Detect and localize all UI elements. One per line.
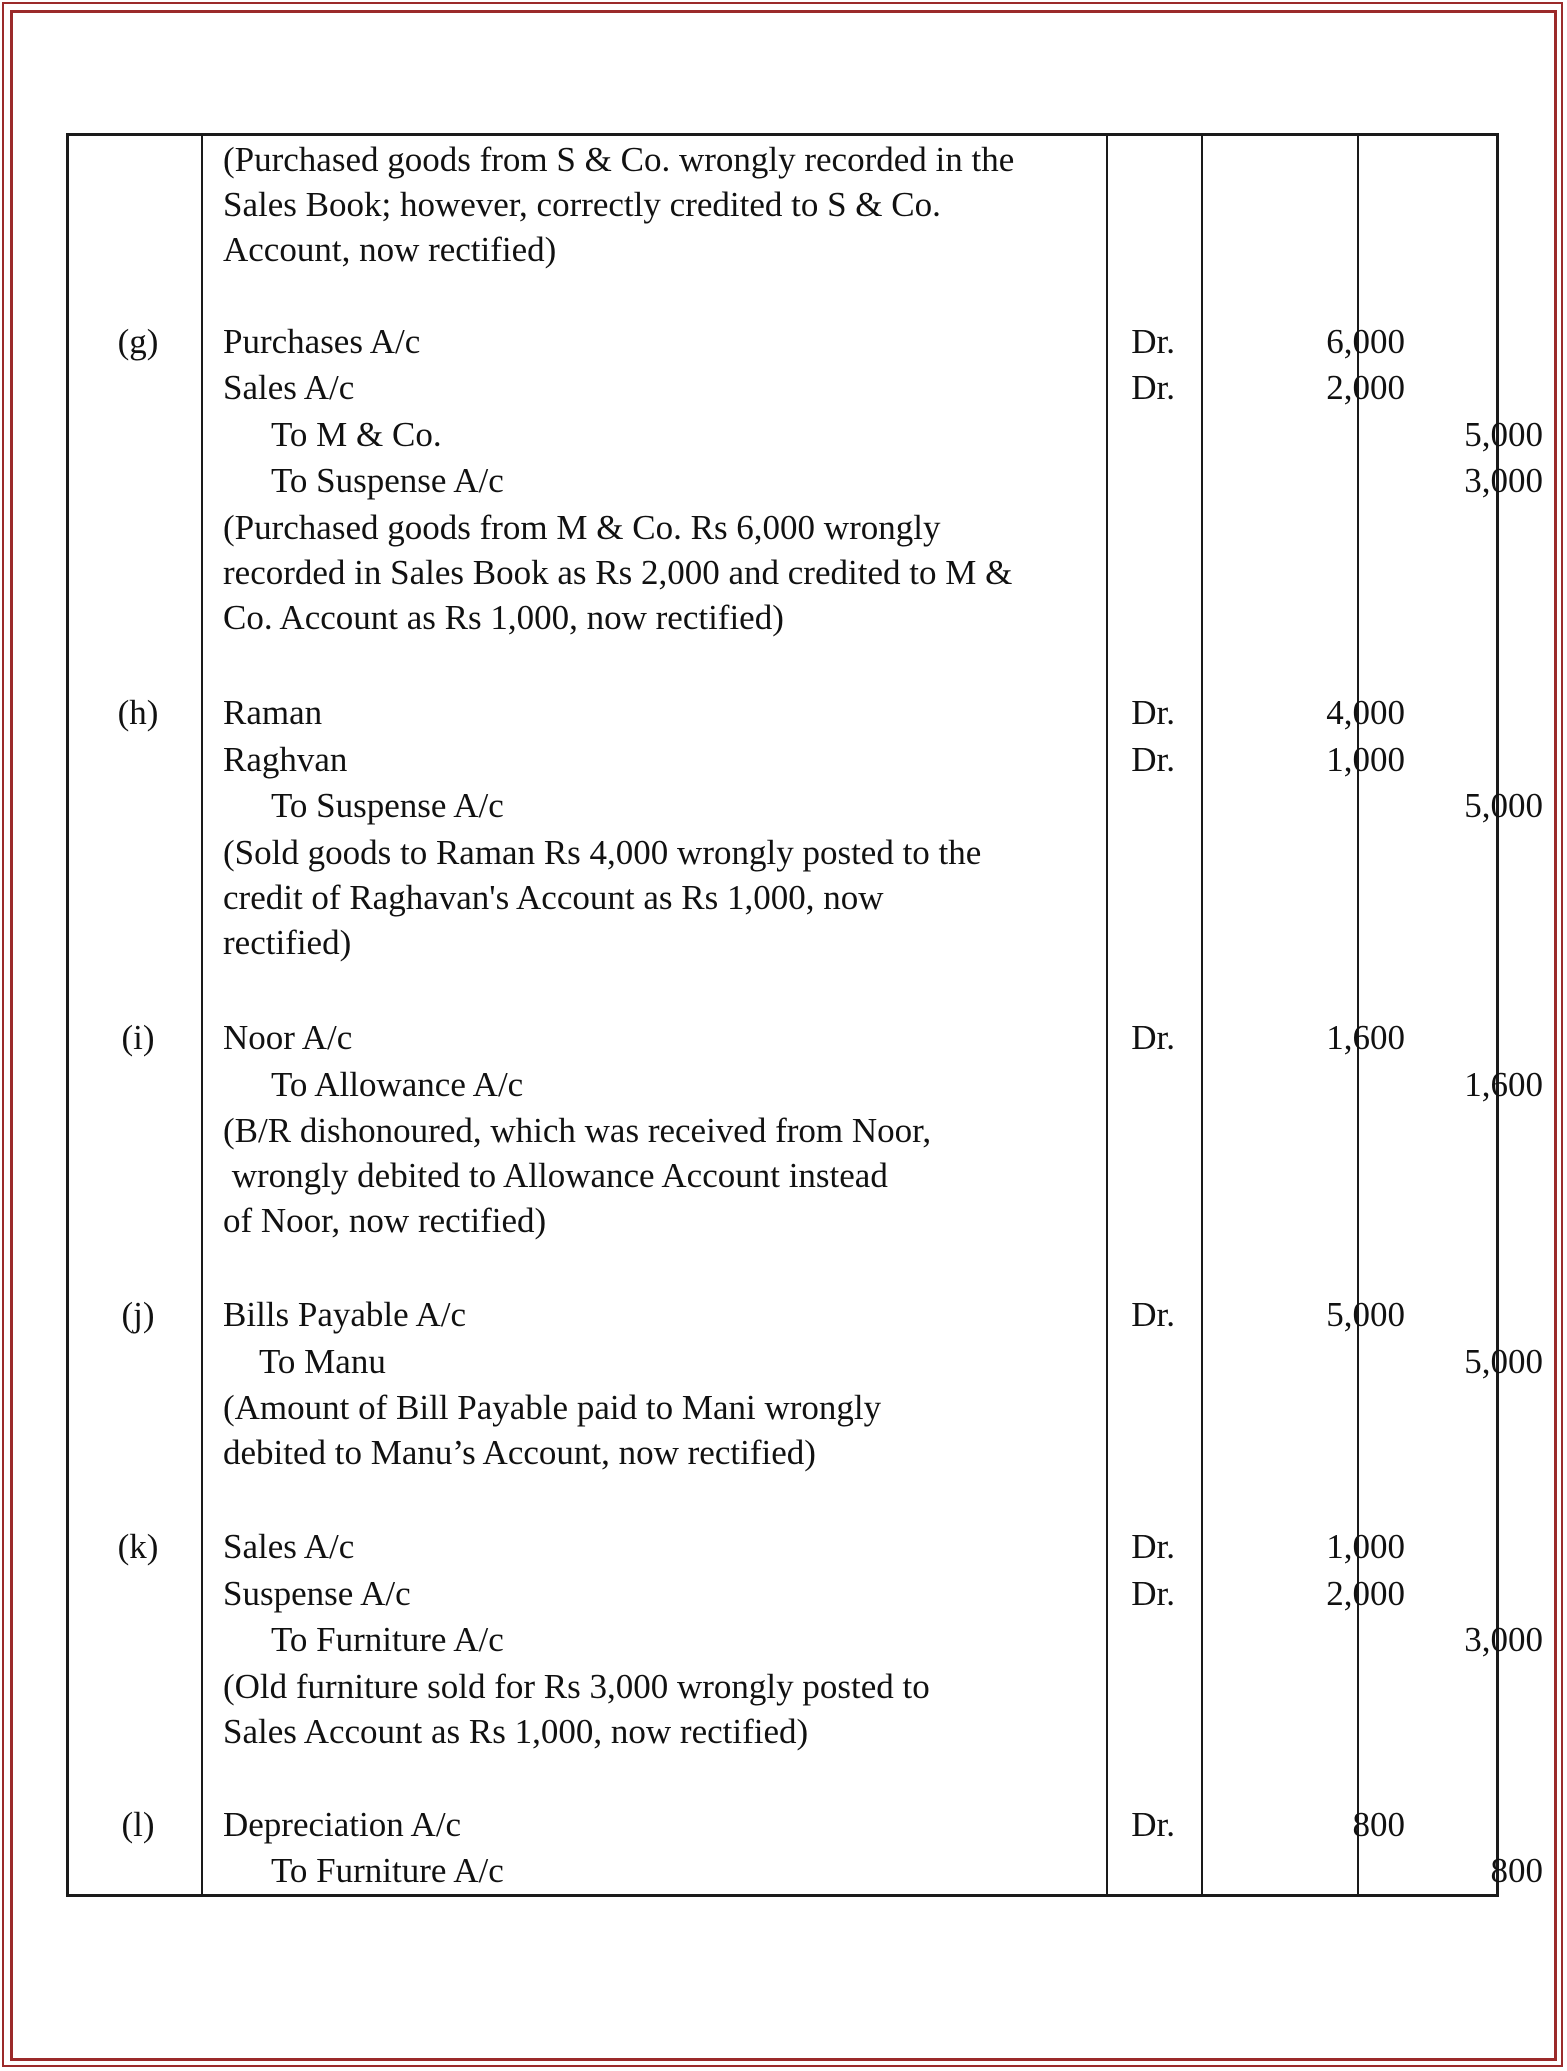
credit-amount: 800: [1490, 1851, 1543, 1890]
debit-amount: 1,000: [1326, 740, 1405, 779]
entry-label-g: (g): [117, 322, 159, 361]
dr-marker: Dr.: [1131, 322, 1175, 361]
credit-account: To Manu: [259, 1342, 386, 1381]
entry-label-h: (h): [117, 693, 159, 732]
credit-amount: 3,000: [1464, 1620, 1543, 1659]
debit-account: Raghvan: [223, 740, 348, 779]
debit-account: Noor A/c: [223, 1018, 353, 1057]
credit-account: To Furniture A/c: [271, 1620, 504, 1659]
credit-account: To Allowance A/c: [271, 1065, 524, 1104]
debit-account: Purchases A/c: [223, 322, 421, 361]
entry-label-k: (k): [117, 1527, 159, 1566]
debit-account: Raman: [223, 693, 323, 732]
debit-account: Suspense A/c: [223, 1574, 411, 1613]
narration-line: (Purchased goods from M & Co. Rs 6,000 wrongly: [223, 508, 941, 547]
debit-amount: 800: [1352, 1805, 1405, 1844]
credit-amount: 5,000: [1464, 786, 1543, 825]
credit-amount: 5,000: [1464, 415, 1543, 454]
narration-line: of Noor, now rectified): [223, 1201, 547, 1240]
debit-amount: 5,000: [1326, 1295, 1405, 1334]
dr-marker: Dr.: [1131, 693, 1175, 732]
narration-line: (Sold goods to Raman Rs 4,000 wrongly posted to the: [223, 833, 982, 872]
narration-line: Co. Account as Rs 1,000, now rectified): [223, 598, 784, 637]
debit-amount: 6,000: [1326, 322, 1405, 361]
credit-amount: 5,000: [1464, 1342, 1543, 1381]
dr-marker: Dr.: [1131, 1805, 1175, 1844]
debit-amount: 1,000: [1326, 1527, 1405, 1566]
credit-account: To Suspense A/c: [271, 786, 504, 825]
narration-line: (B/R dishonoured, which was received from Noor,: [223, 1111, 932, 1150]
credit-account: To Suspense A/c: [271, 461, 504, 500]
column-divider-date: [201, 136, 203, 1894]
narration-line: credit of Raghavan's Account as Rs 1,000, now: [223, 878, 884, 917]
debit-account: Sales A/c: [223, 1527, 355, 1566]
narration-line: (Purchased goods from S & Co. wrongly recorded in the: [223, 140, 1015, 179]
dr-marker: Dr.: [1131, 1527, 1175, 1566]
credit-account: To M & Co.: [271, 415, 442, 454]
narration-line: rectified): [223, 923, 352, 962]
narration-line: recorded in Sales Book as Rs 2,000 and credited to M &: [223, 553, 1013, 592]
narration-line: Account, now rectified): [223, 230, 557, 269]
credit-account: To Furniture A/c: [271, 1851, 504, 1890]
debit-amount: 2,000: [1326, 1574, 1405, 1613]
dr-marker: Dr.: [1131, 740, 1175, 779]
dr-marker: Dr.: [1131, 1018, 1175, 1057]
dr-marker: Dr.: [1131, 368, 1175, 407]
entry-label-i: (i): [121, 1018, 155, 1057]
credit-amount: 1,600: [1464, 1065, 1543, 1104]
debit-amount: 1,600: [1326, 1018, 1405, 1057]
narration-line: debited to Manu’s Account, now rectified): [223, 1433, 816, 1472]
debit-amount: 4,000: [1326, 693, 1405, 732]
entry-label-j: (j): [121, 1295, 155, 1334]
debit-amount: 2,000: [1326, 368, 1405, 407]
debit-account: Sales A/c: [223, 368, 355, 407]
narration-line: (Amount of Bill Payable paid to Mani wrongly: [223, 1388, 882, 1427]
debit-account: Bills Payable A/c: [223, 1295, 467, 1334]
debit-account: Depreciation A/c: [223, 1805, 462, 1844]
dr-marker: Dr.: [1131, 1574, 1175, 1613]
journal-table: [66, 133, 1543, 1897]
entry-label-l: (l): [121, 1805, 155, 1844]
narration-line: Sales Book; however, correctly credited to S & Co.: [223, 185, 941, 224]
credit-amount: 3,000: [1464, 461, 1543, 500]
dr-marker: Dr.: [1131, 1295, 1175, 1334]
narration-line: (Old furniture sold for Rs 3,000 wrongly posted to: [223, 1667, 930, 1706]
narration-line: Sales Account as Rs 1,000, now rectified): [223, 1712, 809, 1751]
narration-line: wrongly debited to Allowance Account instead: [223, 1156, 888, 1195]
